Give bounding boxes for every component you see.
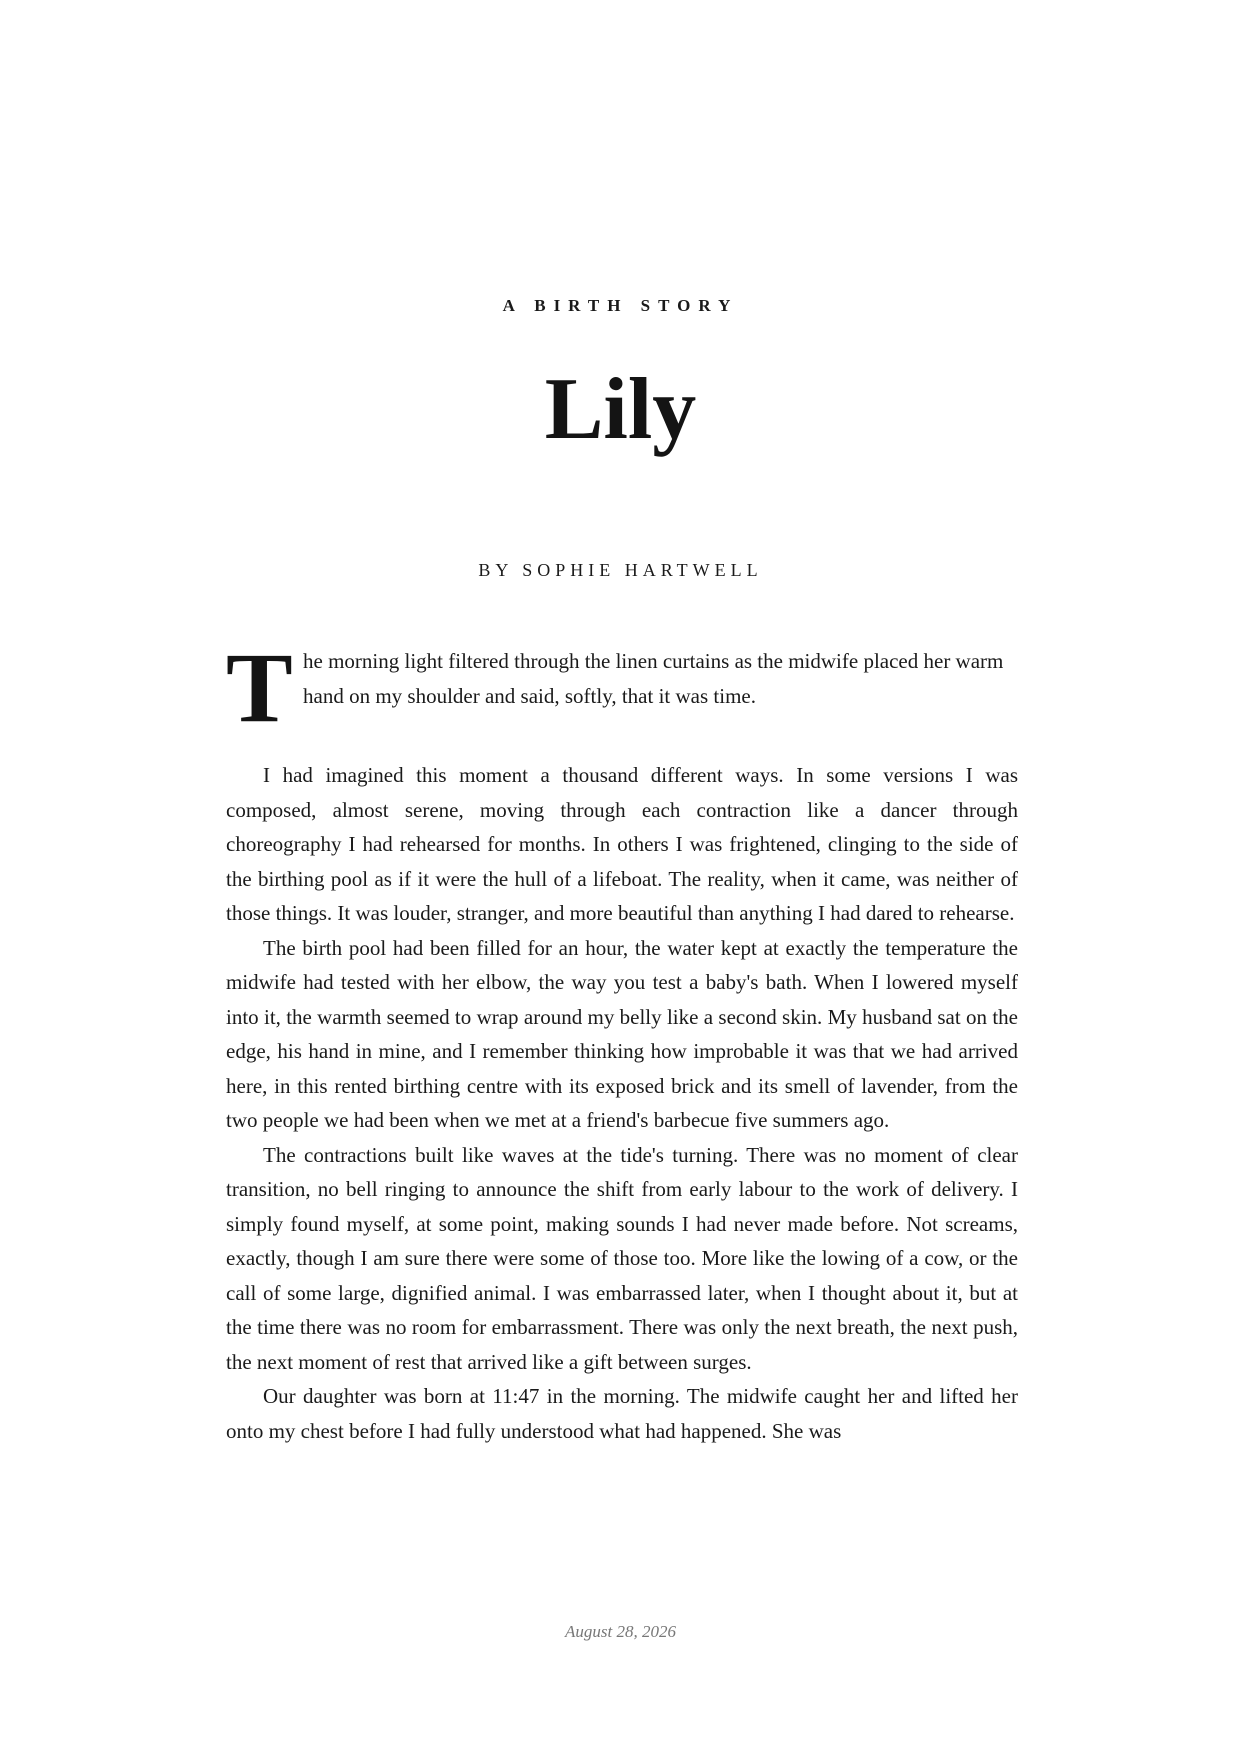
story-paragraph-3: The contractions built like waves at the tide's turning. There was no moment of clear transition, no bell ringing to announce the shift from early labour to the work of delivery. I simply found myself, at some point, making sounds I had never made before. Not screams, exactly, though I am sure there were some of those too. More like the lowing of a cow, or the call of some large, dignified animal. I was embarrassed later, when I thought about it, but at the time there was no room for embarrassment. There was only the next breath, the next push, the next moment of rest that arrived like a gift between surges.: [226, 1142, 1018, 1374]
story-body: [226, 632, 1018, 1448]
kicker-label: A BIRTH STORY: [502, 296, 739, 315]
story-paragraph-2: The birth pool had been filled for an hour, the water kept at exactly the temperature the midwife had tested with her elbow, the way you test a baby's bath. When I lowered myself into it, the warmth seemed to wrap around my belly like a second skin. My husband sat on the edge, his hand in mine, and I remember thinking how improbable it was that we had arrived here, in this rented birthing centre with its exposed brick and its smell of lavender, from the two people we had been when we met at a friend's barbecue five summers ago.: [226, 935, 1018, 1132]
lede-text: he morning light filtered through the linen curtains as the midwife placed her warm hand on my shoulder and said, softly, that it was time.: [303, 649, 1004, 708]
byline: BY SOPHIE HARTWELL: [478, 560, 763, 580]
lede-paragraph: [226, 632, 1018, 743]
page-title: Lily: [544, 361, 697, 458]
story-paragraph-4: Our daughter was born at 11:47 in the morning. The midwife caught her and lifted her onto my chest before I had fully understood what had happened. She was: [226, 1384, 1018, 1443]
footer-date: August 28, 2026: [565, 1622, 676, 1641]
drop-cap: T: [226, 632, 293, 743]
story-paragraph-1: I had imagined this moment a thousand different ways. In some versions I was composed, almost serene, moving through each contraction like a dancer through choreography I had rehearsed for months. In others I was frightened, clinging to the side of the birthing pool as if it were the hull of a lifeboat. The reality, when it came, was neither of those things. It was louder, stranger, and more beautiful than anything I had dared to rehearse.: [226, 763, 1018, 925]
